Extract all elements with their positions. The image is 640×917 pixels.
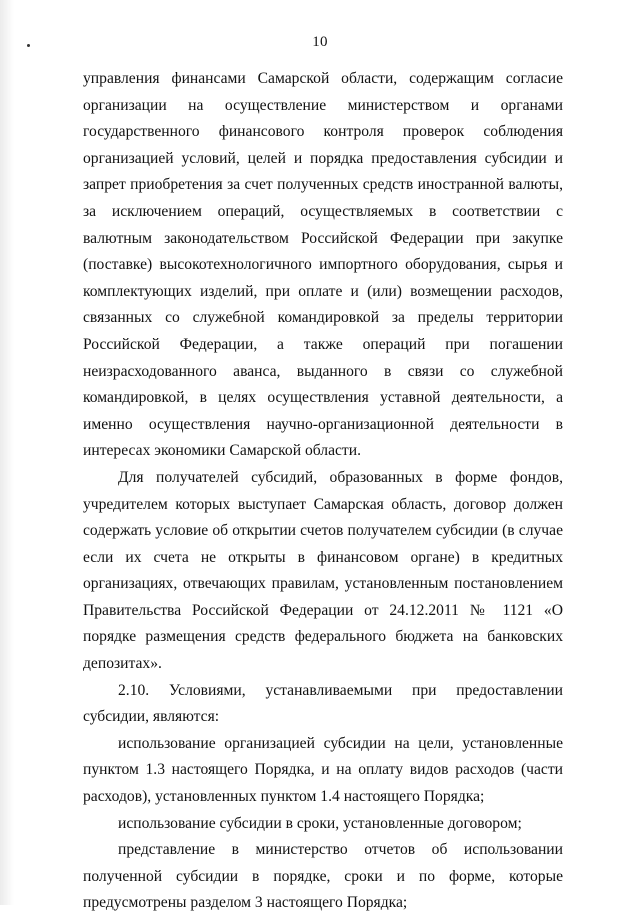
page-number: 10 <box>312 34 328 50</box>
scan-edge-shadow <box>0 0 14 905</box>
paragraph-5: использование субсидии в сроки, установленные договором; <box>118 814 522 832</box>
paragraph-4: использование организацией субсидии на цели, установленные пунктом 1.3 настоящего Порядка, и на оплату видов расходов (части расходов), установленных пунктом 1.4 настоящего Порядка; <box>83 734 563 806</box>
paragraph-2: Для получателей субсидий, образованных в форме фондов, учредителем которых выступает Самарская область, договор должен содержать условие об открытии счетов получателем субсидии (в случае если их счета не открыты в финансовом органе) в кредитных организациях, отвечающих правилам, установленным постановлением Правительства Российской Федерации от 24.12.2011 № 1121 «О порядке размещения средств федерального бюджета на банковских депозитах». <box>83 468 563 673</box>
paragraph-3: 2.10. Условиями, устанавливаемыми при предоставлении субсидии, являются: <box>83 681 563 726</box>
paragraph-1: управления финансами Самарской области, содержащим согласие организации на осуществление министерством и органами государственного финансового контроля проверок соблюдения организацией условий, целей и порядка предоставления субсидии и запрет приобретения за счет полученных средств иностранной валюты, за исключением операций, осуществляемых в соответствии с валютным законодательством Российской Федерации при закупке (поставке) высокотехнологичного импортного оборудования, сырья и комплектующих изделий, при оплате и (или) возмещении расходов, связанных со служебной командировкой за пределы территории Российской Федерации, а также операций при погашении неизрасходованного аванса, выданного в связи со служебной командировкой, в целях осуществления уставной деятельности, а именно осуществления научно-организационной деятельности в интересах экономики Самарской области. <box>83 70 563 460</box>
document-body <box>83 66 563 917</box>
paragraph-6: представление в министерство отчетов об использовании полученной субсидии в порядке, сроки и по форме, которые предусмотрены разделом 3 настоящего Порядка; <box>83 841 563 912</box>
